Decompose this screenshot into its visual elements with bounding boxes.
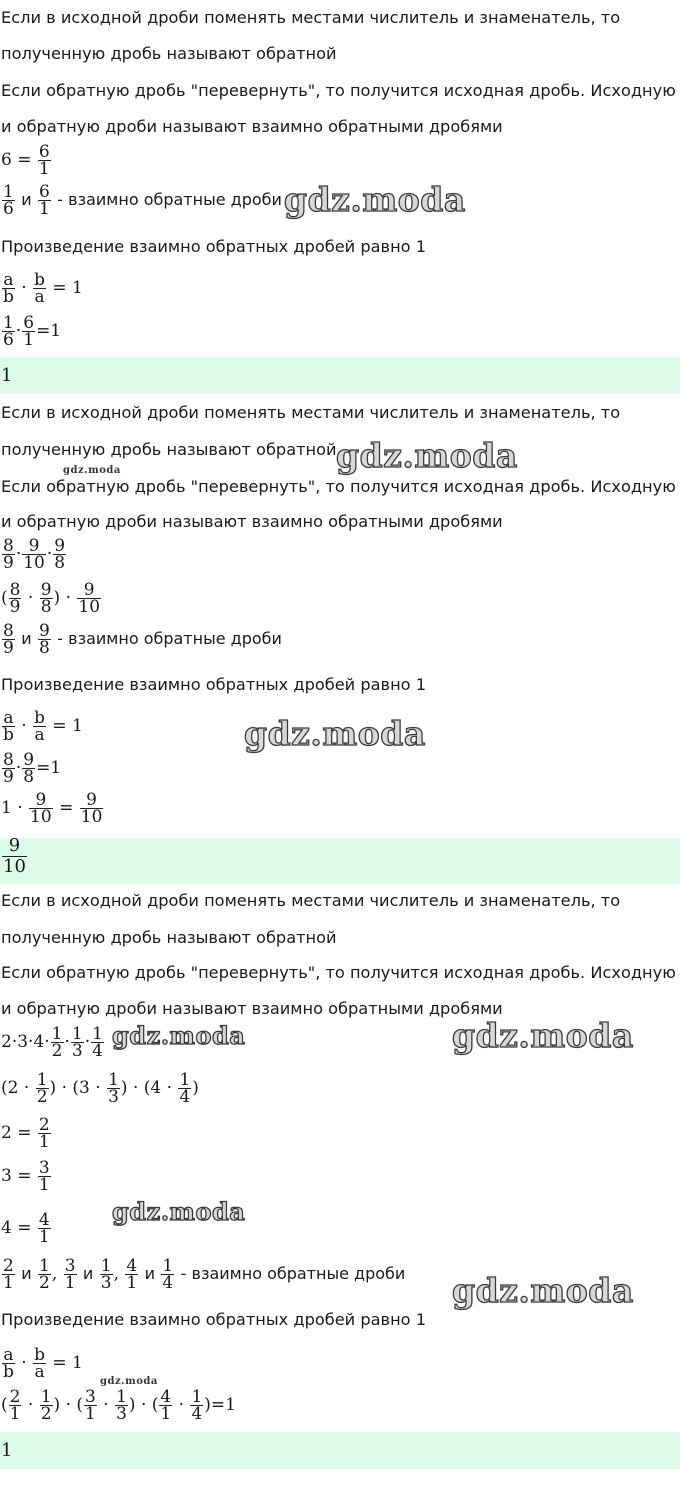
watermark: gdz.moda bbox=[336, 436, 518, 475]
dot: · bbox=[27, 588, 34, 608]
fraction: $\frac{3}{1}$ bbox=[38, 1158, 50, 1195]
rule-reciprocal-3: полученную дробь называют обратной bbox=[1, 928, 337, 947]
result: = 1 bbox=[52, 1353, 83, 1373]
fraction: $\frac{1}{2}$ bbox=[51, 1024, 63, 1061]
equation-three bbox=[1, 1160, 52, 1193]
paren: ( bbox=[72, 1078, 80, 1098]
dot: · bbox=[61, 1078, 67, 1098]
equation-two bbox=[1, 1117, 52, 1150]
fraction: $\frac{b}{a}$ bbox=[34, 708, 45, 745]
expression-2 bbox=[1, 538, 67, 571]
dot: · bbox=[95, 1078, 101, 1098]
rule-flip-3: Если обратную дробь "перевернуть", то получится исходная дробь. Исходную bbox=[1, 963, 676, 982]
fraction: $\frac{9}{8}$ bbox=[40, 580, 52, 617]
dot: · bbox=[21, 1353, 27, 1373]
rule-swap-3: Если в исходной дроби поменять местами числитель и знаменатель, то bbox=[1, 891, 621, 910]
dot: · bbox=[84, 1032, 91, 1052]
equals: = bbox=[17, 1218, 32, 1238]
paren: ) bbox=[204, 1395, 211, 1415]
fraction: $\frac{1}{3}$ bbox=[116, 1387, 127, 1424]
watermark: gdz.moda bbox=[112, 1197, 246, 1226]
answer-2 bbox=[1, 836, 28, 877]
product-sequence: 2·3·4· bbox=[1, 1032, 50, 1052]
number: 1 bbox=[1, 798, 12, 818]
answer-box-3 bbox=[0, 1432, 680, 1469]
dot: · bbox=[15, 544, 22, 564]
equals: = bbox=[59, 798, 74, 818]
watermark: gdz.moda bbox=[452, 1016, 634, 1055]
comma: , bbox=[113, 1264, 119, 1284]
fraction: $\frac{3}{1}$ bbox=[85, 1387, 96, 1424]
mutual-label: - взаимно обратные дроби bbox=[57, 190, 282, 209]
fraction: $\frac{b}{a}$ bbox=[34, 270, 45, 307]
dot: · bbox=[166, 1078, 173, 1098]
final-step-2 bbox=[1, 792, 104, 825]
paren: ( bbox=[1, 1078, 8, 1098]
equals: = bbox=[17, 1123, 32, 1143]
rule-mutual-3: и обратную дроби называют взаимно обратными дробями bbox=[1, 999, 503, 1018]
fraction: $\frac{1}{2}$ bbox=[39, 1256, 50, 1293]
dot: · bbox=[17, 798, 23, 818]
paren: ( bbox=[143, 1078, 151, 1098]
result: =1 bbox=[36, 758, 62, 778]
fraction: $\frac{4}{1}$ bbox=[38, 1210, 50, 1247]
rule-mutual-1: и обратную дроби называют взаимно обратными дробями bbox=[1, 117, 503, 136]
rule-mutual-2: и обратную дроби называют взаимно обратными дробями bbox=[1, 512, 503, 531]
paren: ) bbox=[49, 1078, 57, 1098]
paren: ( bbox=[76, 1395, 84, 1415]
dot: · bbox=[132, 1078, 139, 1098]
paren: ( bbox=[1, 588, 8, 608]
fraction: $\frac{4}{1}$ bbox=[126, 1256, 138, 1293]
paren: ) bbox=[192, 1078, 199, 1098]
specific-product-2 bbox=[1, 752, 61, 785]
number: 3 bbox=[79, 1078, 90, 1098]
mutual-pair-2 bbox=[1, 623, 282, 656]
paren: ) bbox=[53, 588, 61, 608]
fraction: $\frac{1}{2}$ bbox=[36, 1070, 48, 1107]
number: 4 bbox=[1, 1218, 12, 1238]
fraction: $\frac{1}{3}$ bbox=[71, 1024, 83, 1061]
fraction: $\frac{1}{4}$ bbox=[191, 1387, 203, 1424]
result: = 1 bbox=[52, 716, 83, 736]
number: 4 bbox=[150, 1078, 162, 1098]
fraction: $\frac{1}{3}$ bbox=[100, 1256, 112, 1293]
number: 2 bbox=[7, 1078, 19, 1098]
grouped-expression-3 bbox=[1, 1072, 199, 1105]
fraction: $\frac{1}{6}$ bbox=[3, 182, 14, 219]
general-product-3 bbox=[1, 1347, 83, 1380]
fraction: $\frac{9}{8}$ bbox=[54, 536, 66, 573]
grouped-expression-2 bbox=[1, 582, 102, 615]
equation-four bbox=[1, 1212, 52, 1245]
equation-six bbox=[1, 144, 52, 177]
fraction: $\frac{8}{9}$ bbox=[9, 580, 21, 617]
fraction: $\frac{a}{b}$ bbox=[3, 708, 14, 745]
paren: ( bbox=[151, 1395, 159, 1415]
fraction: $\frac{9}{8}$ bbox=[39, 621, 50, 658]
conjunction: и bbox=[21, 1264, 32, 1283]
conjunction: и bbox=[82, 1264, 94, 1283]
fraction: $\frac{8}{9}$ bbox=[3, 621, 14, 658]
dot: · bbox=[46, 544, 53, 564]
answer-1: 1 bbox=[1, 365, 13, 386]
dot: · bbox=[21, 278, 27, 298]
dot: · bbox=[27, 1395, 34, 1415]
fraction: $\frac{1}{6}$ bbox=[3, 313, 14, 350]
number: 2 bbox=[1, 1123, 12, 1143]
fraction: $\frac{3}{1}$ bbox=[64, 1256, 76, 1293]
general-product-1 bbox=[1, 272, 83, 305]
product-rule-2: Произведение взаимно обратных дробей равно 1 bbox=[1, 675, 427, 694]
equals: = bbox=[17, 1166, 32, 1186]
answer-3: 1 bbox=[1, 1440, 13, 1461]
fraction: $\frac{8}{9}$ bbox=[3, 536, 14, 573]
dot: · bbox=[21, 716, 27, 736]
rule-reciprocal-1: полученную дробь называют обратной bbox=[1, 44, 337, 63]
number: 6 bbox=[1, 150, 12, 170]
fraction: $\frac{a}{b}$ bbox=[3, 270, 14, 307]
dot: · bbox=[15, 321, 22, 341]
result: =1 bbox=[210, 1395, 236, 1415]
watermark: gdz.moda bbox=[100, 1376, 158, 1387]
fraction: $\frac{8}{9}$ bbox=[3, 750, 14, 787]
fraction: $\frac{9}{10}$ bbox=[80, 790, 103, 827]
fraction: $\frac{9}{10}$ bbox=[30, 790, 52, 827]
mutual-pairs-3 bbox=[1, 1258, 405, 1291]
dot: · bbox=[64, 1032, 70, 1052]
fraction: $\frac{9}{10}$ bbox=[78, 580, 101, 617]
paren: ) bbox=[128, 1395, 136, 1415]
paren: ) bbox=[53, 1395, 61, 1415]
dot: · bbox=[103, 1395, 109, 1415]
equals: = bbox=[17, 150, 32, 170]
fraction: $\frac{2}{1}$ bbox=[38, 1115, 50, 1152]
dot: · bbox=[15, 758, 22, 778]
rule-swap-2: Если в исходной дроби поменять местами числитель и знаменатель, то bbox=[1, 403, 621, 422]
fraction: $\frac{4}{1}$ bbox=[160, 1387, 172, 1424]
fraction: $\frac{a}{b}$ bbox=[3, 1345, 14, 1382]
watermark: gdz.moda bbox=[284, 180, 466, 219]
specific-product-3 bbox=[1, 1389, 236, 1422]
paren: ( bbox=[1, 1395, 8, 1415]
product-rule-1: Произведение взаимно обратных дробей равно 1 bbox=[1, 237, 427, 256]
fraction: $\frac{1}{3}$ bbox=[108, 1070, 119, 1107]
dot: · bbox=[140, 1395, 147, 1415]
fraction: $\frac{1}{2}$ bbox=[40, 1387, 52, 1424]
fraction: $\frac{1}{4}$ bbox=[162, 1256, 174, 1293]
fraction: $\frac{1}{4}$ bbox=[179, 1070, 191, 1107]
fraction: $\frac{2}{1}$ bbox=[3, 1256, 14, 1293]
product-rule-3: Произведение взаимно обратных дробей равно 1 bbox=[1, 1310, 427, 1329]
dot: · bbox=[178, 1395, 185, 1415]
conjunction: и bbox=[21, 629, 32, 648]
fraction: $\frac{6}{1}$ bbox=[39, 182, 50, 219]
comma: , bbox=[51, 1264, 58, 1284]
general-product-2 bbox=[1, 710, 83, 743]
fraction: $\frac{9}{8}$ bbox=[23, 750, 35, 787]
watermark: gdz.moda bbox=[452, 1271, 634, 1310]
number: 3 bbox=[1, 1166, 12, 1186]
paren: ) bbox=[120, 1078, 128, 1098]
conjunction: и bbox=[21, 190, 32, 209]
rule-flip-1: Если обратную дробь "перевернуть", то получится исходная дробь. Исходную bbox=[1, 81, 676, 100]
answer-box-2 bbox=[0, 835, 680, 884]
rule-flip-2: Если обратную дробь "перевернуть", то получится исходная дробь. Исходную bbox=[1, 477, 676, 496]
specific-product-1 bbox=[1, 315, 61, 348]
mutual-pair-1 bbox=[1, 184, 282, 217]
dot: · bbox=[65, 588, 71, 608]
mutual-label: - взаимно обратные дроби bbox=[57, 629, 282, 648]
mutual-label: - взаимно обратные дроби bbox=[180, 1264, 406, 1283]
watermark: gdz.moda bbox=[244, 714, 426, 753]
fraction: $\frac{1}{4}$ bbox=[92, 1024, 103, 1061]
result: =1 bbox=[36, 321, 62, 341]
fraction: $\frac{9}{10}$ bbox=[23, 536, 45, 573]
dot: · bbox=[23, 1078, 30, 1098]
watermark: gdz.moda bbox=[63, 465, 121, 476]
rule-swap-1: Если в исходной дроби поменять местами числитель и знаменатель, то bbox=[1, 8, 621, 27]
dot: · bbox=[65, 1395, 71, 1415]
answer-box-1 bbox=[0, 357, 680, 394]
fraction: $\frac{b}{a}$ bbox=[34, 1345, 45, 1382]
result: = 1 bbox=[52, 278, 83, 298]
fraction: $\frac{9}{10}$ bbox=[3, 835, 26, 877]
expression-3 bbox=[1, 1026, 105, 1059]
rule-reciprocal-2: полученную дробь называют обратной bbox=[1, 440, 337, 459]
fraction: $\frac{6}{1}$ bbox=[38, 142, 50, 179]
watermark: gdz.moda bbox=[112, 1021, 246, 1050]
fraction: $\frac{6}{1}$ bbox=[23, 313, 35, 350]
conjunction: и bbox=[144, 1264, 156, 1283]
fraction: $\frac{2}{1}$ bbox=[9, 1387, 21, 1424]
